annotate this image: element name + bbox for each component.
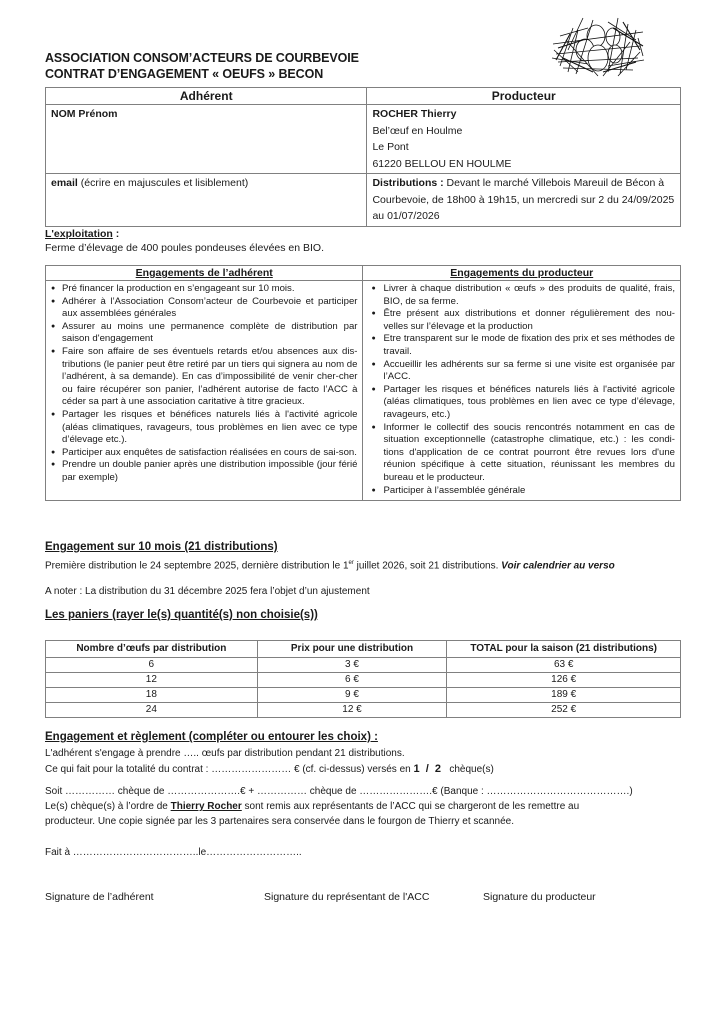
email-field[interactable] [46,174,367,227]
payee-name: Thierry Rocher [170,801,242,812]
document-header [45,50,359,82]
association-title: ASSOCIATION CONSOM’ACTEURS DE COURBEVOIE [45,51,359,65]
list-item: ● Informer le collectif des soucis rencontrés notamment en cas de situation exceptionnelle (catastrophe climatique, etc.) : les condi-tions d'application de ce contrat pourront être revues lors d'une réunion spécifique à cette situation, réunissant les membres du bureau et le producteur. [368,422,675,485]
calendar-note: Voir calendrier au verso [501,560,615,572]
column-header: TOTAL pour la saison (21 distributions) [447,641,681,658]
total-text: Ce qui fait pour la totalité du contrat : …………………… € (cf. ci-dessus) versés en [45,764,414,775]
producer-address-line: Le Pont [372,141,409,153]
column-header-adherent: Adhérent [46,88,367,105]
price: 6 € [257,673,447,688]
producer-name: ROCHER Thierry [372,108,457,120]
producteur-engagements-list [364,282,679,499]
period-text-sup: er [348,560,354,566]
list-item: ● Adhérer à l’Association Consom’acteur de Courbevoie et participer aux assemblées générales [51,296,357,321]
parties-table [45,87,681,227]
signature-producteur[interactable]: Signature du producteur [483,891,596,903]
egg-nest-icon [548,10,648,78]
email-hint: (écrire en majuscules et lisiblement) [77,177,249,189]
place-date-field[interactable]: Fait à ………………………………..le……………………….. [45,847,302,858]
distributions-label: Distributions : [372,177,444,189]
baskets-title: Les paniers (rayer le(s) quantité(s) non choisie(s)) [45,609,318,621]
cheque-order-text: Le(s) chèque(s) à l’ordre de [45,801,171,812]
cheque-details-line[interactable]: Soit …………… chèque de ………………….€ + …………… chèque de ………………….€ (Banque : …………………………………….) [45,786,633,797]
engagements-table [45,265,681,501]
signature-acc[interactable]: Signature du représentant de l'ACC [264,891,430,903]
exploitation-title: L'exploitation [45,228,113,240]
egg-count: 18 [46,688,258,703]
cheque-order-line [45,800,579,814]
total: 252 € [447,703,681,718]
list-item: ● Prendre un double panier après une distribution impossible (jour férié par exemple) [51,459,357,484]
distributions-text: Devant le marché Villebois Mareuil de Bécon à Courbevoie, de 18h00 à 19h15, un mercredi sur 2 du 24/09/2025 au 01/07/2026 [372,177,675,222]
list-item: ● Livrer à chaque distribution « œufs » des produits de qualité, frais, BIO, de sa ferme. [368,283,675,308]
list-item: ● Partager les risques et bénéfices naturels liés à l'activité agricole (aléas climatiques, ravageurs, tous problèmes en lien avec ce type d’élevage etc.). [51,409,357,447]
column-header: Prix pour une distribution [257,641,447,658]
list-item: ● Accueillir les adhérents sur sa ferme si une visite est organisée par l’ACC. [368,359,675,384]
copy-note-line: producteur. Une copie signée par les 3 partenaires sera conservée dans le fourgon de Thierry et scannée. [45,816,514,827]
payment-title: Engagement et règlement (compléter ou entourer les choix) : [45,731,378,743]
table-row[interactable] [46,658,681,673]
name-field-label[interactable]: NOM Prénom [51,108,118,120]
list-item: ● Etre transparent sur le mode de fixation des prix et ses méthodes de travail. [368,333,675,358]
price: 9 € [257,688,447,703]
contract-title: CONTRAT D’ENGAGEMENT « OEUFS » BECON [45,67,324,81]
column-header-producteur: Producteur [367,88,681,105]
total: 63 € [447,658,681,673]
price: 12 € [257,703,447,718]
eggs-commitment-line[interactable]: L'adhérent s'engage à prendre ….. œufs par distribution pendant 21 distributions. [45,748,405,759]
cheque-label: chèque(s) [441,764,494,775]
period-text-1: Première distribution le 24 septembre 2025, dernière distribution le 1 [45,560,349,572]
cheque-order-text-2: sont remis aux représentants de l’ACC qui se chargeront de les remettre au [241,801,580,812]
list-item: ● Participer à l’assemblée générale [368,485,675,498]
producer-address-line: Bel’œuf en Houlme [372,124,463,137]
email-label: email [51,177,78,189]
engagement-period-title: Engagement sur 10 mois (21 distributions) [45,541,278,553]
price: 3 € [257,658,447,673]
egg-count: 6 [46,658,258,673]
table-row[interactable] [46,688,681,703]
table-row[interactable] [46,673,681,688]
list-item: ● Assurer au moins une permanence complète de distribution par saison d'engagement [51,321,357,346]
list-item: ● Pré financer la production en s’engageant sur 10 mois. [51,283,357,296]
producteur-engagements-title: Engagements du producteur [363,266,681,281]
table-row[interactable] [46,703,681,718]
engagement-period-text [45,556,681,573]
exploitation-section [45,227,324,255]
egg-count: 12 [46,673,258,688]
list-item: ● Partager les risques et bénéfices naturels liés à l'activité agricole (aléas climatiques, tous problèmes en lien avec ce type d’élevage, ravageurs, etc.) [368,384,675,422]
list-item: ● Faire son affaire de ses éventuels retards et/ou absences aux dis-tributions (le panier peut être retiré par un tiers qui signera au nom de l’adhérent, à sa demande). En cas d’impossibilité de venir cher-cher ou faire récupérer son panier, l’adhérent autorise de facto l’ACC à céder sa part à une association caritative à titre gracieux. [51,346,357,409]
baskets-table [45,640,681,718]
period-text-2: juillet 2026, soit 21 distributions. [353,560,502,572]
total: 126 € [447,673,681,688]
exploitation-text: Ferme d’élevage de 400 poules pondeuses élevées en BIO. [45,242,325,254]
adherent-engagements-list [47,282,361,487]
column-header: Nombre d’œufs par distribution [46,641,258,658]
list-item: ● Participer aux enquêtes de satisfaction réalisées en cours de sai-son. [51,447,357,460]
exploitation-title-suffix: : [112,228,120,240]
cheque-count-choice[interactable]: 1 / 2 [413,763,441,775]
egg-count: 24 [46,703,258,718]
total: 189 € [447,688,681,703]
adherent-engagements-title: Engagements de l’adhérent [46,266,363,281]
list-item: ● Être présent aux distributions et donner régulièrement des nou-velles sur l’élevage et la production [368,308,675,333]
signature-adherent[interactable]: Signature de l’adhérent [45,891,154,903]
distribution-note: A noter : La distribution du 31 décembre 2025 fera l’objet d’un ajustement [45,586,370,597]
contract-total-line[interactable] [45,762,494,777]
producer-address-line: 61220 BELLOU EN HOULME [372,157,512,170]
